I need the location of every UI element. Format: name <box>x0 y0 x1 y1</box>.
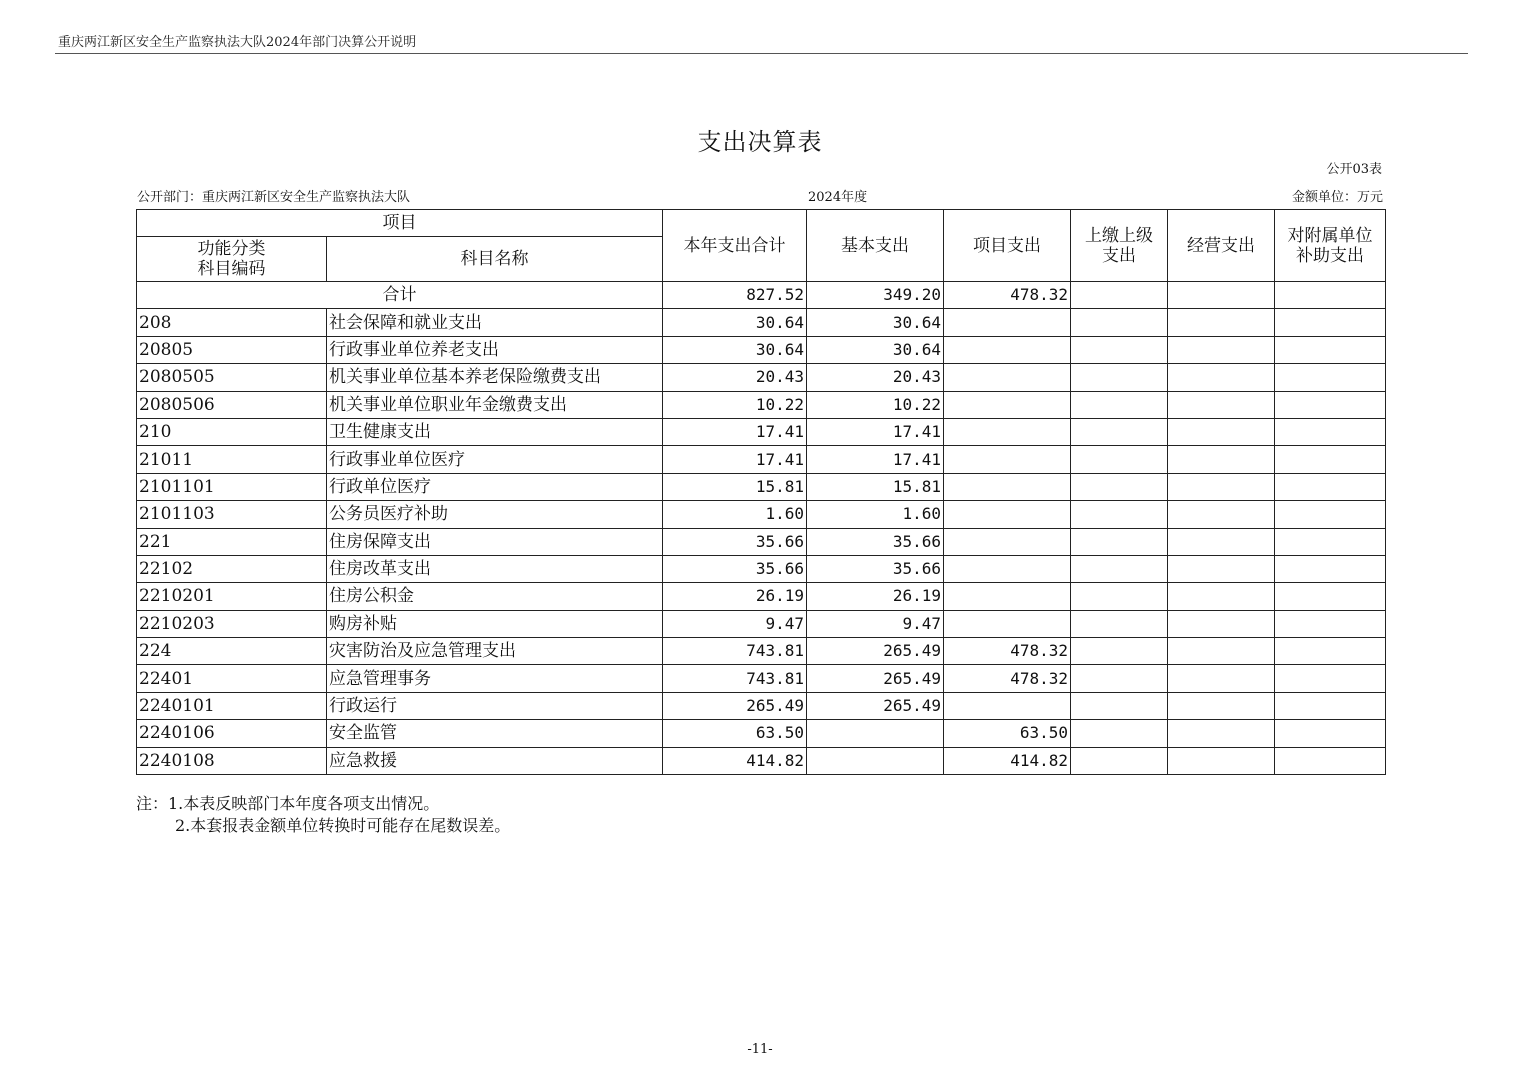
row-upper <box>1071 555 1168 582</box>
row-subsidy <box>1275 692 1386 719</box>
header-code: 功能分类 科目编码 <box>137 237 327 282</box>
row-basic: 10.22 <box>807 391 944 418</box>
row-code: 20805 <box>137 336 327 363</box>
table-notes <box>136 793 510 837</box>
row-upper <box>1071 446 1168 473</box>
table-row <box>137 665 1386 692</box>
row-name: 安全监管 <box>327 720 663 747</box>
row-total: 1.60 <box>663 501 807 528</box>
row-basic: 26.19 <box>807 583 944 610</box>
header-item: 项目 <box>137 210 663 237</box>
row-subsidy <box>1275 391 1386 418</box>
row-name: 行政事业单位医疗 <box>327 446 663 473</box>
row-subsidy <box>1275 555 1386 582</box>
row-code: 208 <box>137 309 327 336</box>
row-upper <box>1071 610 1168 637</box>
row-basic <box>807 747 944 774</box>
row-name: 行政运行 <box>327 692 663 719</box>
row-total: 20.43 <box>663 364 807 391</box>
row-name: 行政单位医疗 <box>327 473 663 500</box>
row-business <box>1168 638 1275 665</box>
row-total: 15.81 <box>663 473 807 500</box>
row-name: 机关事业单位职业年金缴费支出 <box>327 391 663 418</box>
header-project: 项目支出 <box>944 210 1071 282</box>
form-number: 公开03表 <box>1326 162 1382 177</box>
total-subsidy <box>1275 282 1386 309</box>
table-row <box>137 364 1386 391</box>
row-name: 住房公积金 <box>327 583 663 610</box>
row-project <box>944 555 1071 582</box>
row-name: 住房保障支出 <box>327 528 663 555</box>
table-row <box>137 720 1386 747</box>
row-basic: 265.49 <box>807 638 944 665</box>
row-total: 265.49 <box>663 692 807 719</box>
row-subsidy <box>1275 418 1386 445</box>
table-row <box>137 336 1386 363</box>
row-basic: 17.41 <box>807 446 944 473</box>
row-business <box>1168 665 1275 692</box>
row-total: 743.81 <box>663 665 807 692</box>
row-code: 21011 <box>137 446 327 473</box>
row-basic: 9.47 <box>807 610 944 637</box>
row-total: 743.81 <box>663 638 807 665</box>
table-row <box>137 583 1386 610</box>
row-business <box>1168 473 1275 500</box>
page-number: -11- <box>747 1042 773 1057</box>
row-project <box>944 473 1071 500</box>
row-business <box>1168 610 1275 637</box>
row-name: 社会保障和就业支出 <box>327 309 663 336</box>
row-subsidy <box>1275 638 1386 665</box>
table-meta <box>137 186 1383 204</box>
row-business <box>1168 364 1275 391</box>
header-business: 经营支出 <box>1168 210 1275 282</box>
total-upper <box>1071 282 1168 309</box>
row-business <box>1168 747 1275 774</box>
row-code: 2240108 <box>137 747 327 774</box>
row-project <box>944 583 1071 610</box>
row-upper <box>1071 473 1168 500</box>
header-name: 科目名称 <box>327 237 663 282</box>
total-amount: 827.52 <box>663 282 807 309</box>
row-name: 卫生健康支出 <box>327 418 663 445</box>
row-upper <box>1071 747 1168 774</box>
row-code: 2240101 <box>137 692 327 719</box>
note-line-2: 2.本套报表金额单位转换时可能存在尾数误差。 <box>175 816 511 835</box>
header-subsidy: 对附属单位 补助支出 <box>1275 210 1386 282</box>
table-row <box>137 309 1386 336</box>
row-basic: 265.49 <box>807 665 944 692</box>
row-name: 灾害防治及应急管理支出 <box>327 638 663 665</box>
row-code: 2080506 <box>137 391 327 418</box>
note-line-1: 注：1.本表反映部门本年度各项支出情况。 <box>136 794 440 813</box>
row-basic <box>807 720 944 747</box>
row-upper <box>1071 528 1168 555</box>
row-business <box>1168 692 1275 719</box>
table-row <box>137 501 1386 528</box>
row-upper <box>1071 364 1168 391</box>
row-subsidy <box>1275 501 1386 528</box>
total-row <box>137 282 1386 309</box>
row-subsidy <box>1275 583 1386 610</box>
row-name: 购房补贴 <box>327 610 663 637</box>
row-code: 224 <box>137 638 327 665</box>
row-project <box>944 692 1071 719</box>
row-basic: 20.43 <box>807 364 944 391</box>
row-project <box>944 391 1071 418</box>
row-business <box>1168 418 1275 445</box>
page-title: 支出决算表 <box>697 128 823 156</box>
row-total: 30.64 <box>663 309 807 336</box>
row-subsidy <box>1275 747 1386 774</box>
table-row <box>137 555 1386 582</box>
row-business <box>1168 720 1275 747</box>
row-basic: 265.49 <box>807 692 944 719</box>
row-code: 2210201 <box>137 583 327 610</box>
row-name: 机关事业单位基本养老保险缴费支出 <box>327 364 663 391</box>
row-business <box>1168 446 1275 473</box>
header-divider <box>55 53 1468 54</box>
row-subsidy <box>1275 665 1386 692</box>
row-upper <box>1071 336 1168 363</box>
row-basic: 30.64 <box>807 336 944 363</box>
row-basic: 35.66 <box>807 528 944 555</box>
row-project <box>944 336 1071 363</box>
row-project <box>944 418 1071 445</box>
row-name: 应急救援 <box>327 747 663 774</box>
row-total: 10.22 <box>663 391 807 418</box>
row-business <box>1168 391 1275 418</box>
table-row <box>137 446 1386 473</box>
row-code: 2080505 <box>137 364 327 391</box>
row-total: 63.50 <box>663 720 807 747</box>
row-upper <box>1071 501 1168 528</box>
row-code: 210 <box>137 418 327 445</box>
total-business <box>1168 282 1275 309</box>
row-subsidy <box>1275 364 1386 391</box>
row-name: 住房改革支出 <box>327 555 663 582</box>
amount-unit-label: 金额单位：万元 <box>1291 190 1383 205</box>
row-total: 9.47 <box>663 610 807 637</box>
row-basic: 1.60 <box>807 501 944 528</box>
row-project <box>944 610 1071 637</box>
row-subsidy <box>1275 336 1386 363</box>
row-total: 17.41 <box>663 418 807 445</box>
row-subsidy <box>1275 473 1386 500</box>
row-code: 2210203 <box>137 610 327 637</box>
row-project <box>944 501 1071 528</box>
row-code: 2240106 <box>137 720 327 747</box>
row-name: 公务员医疗补助 <box>327 501 663 528</box>
header-basic: 基本支出 <box>807 210 944 282</box>
row-upper <box>1071 583 1168 610</box>
row-project: 414.82 <box>944 747 1071 774</box>
row-project: 478.32 <box>944 665 1071 692</box>
row-project: 478.32 <box>944 638 1071 665</box>
table-row <box>137 692 1386 719</box>
row-name: 行政事业单位养老支出 <box>327 336 663 363</box>
row-basic: 17.41 <box>807 418 944 445</box>
row-project: 63.50 <box>944 720 1071 747</box>
row-total: 414.82 <box>663 747 807 774</box>
row-upper <box>1071 638 1168 665</box>
row-upper <box>1071 391 1168 418</box>
row-project <box>944 446 1071 473</box>
row-upper <box>1071 720 1168 747</box>
table-row <box>137 747 1386 774</box>
page-header: 重庆两江新区安全生产监察执法大队2024年部门决算公开说明 <box>58 35 417 50</box>
row-business <box>1168 501 1275 528</box>
row-upper <box>1071 309 1168 336</box>
table-row <box>137 528 1386 555</box>
row-basic: 35.66 <box>807 555 944 582</box>
table-row <box>137 418 1386 445</box>
row-total: 35.66 <box>663 528 807 555</box>
row-business <box>1168 309 1275 336</box>
row-subsidy <box>1275 528 1386 555</box>
row-basic: 30.64 <box>807 309 944 336</box>
row-upper <box>1071 692 1168 719</box>
expenditure-table <box>136 209 1386 775</box>
row-total: 26.19 <box>663 583 807 610</box>
table-row <box>137 391 1386 418</box>
row-code: 22401 <box>137 665 327 692</box>
row-total: 35.66 <box>663 555 807 582</box>
row-code: 2101101 <box>137 473 327 500</box>
total-basic: 349.20 <box>807 282 944 309</box>
row-subsidy <box>1275 610 1386 637</box>
row-code: 22102 <box>137 555 327 582</box>
row-business <box>1168 555 1275 582</box>
header-total: 本年支出合计 <box>663 210 807 282</box>
row-subsidy <box>1275 309 1386 336</box>
row-total: 30.64 <box>663 336 807 363</box>
row-upper <box>1071 418 1168 445</box>
total-project: 478.32 <box>944 282 1071 309</box>
row-name: 应急管理事务 <box>327 665 663 692</box>
row-code: 2101103 <box>137 501 327 528</box>
row-subsidy <box>1275 720 1386 747</box>
table-row <box>137 638 1386 665</box>
row-project <box>944 528 1071 555</box>
row-total: 17.41 <box>663 446 807 473</box>
table-row <box>137 610 1386 637</box>
fiscal-year-label: 2024年度 <box>808 190 868 205</box>
department-label: 公开部门：重庆两江新区安全生产监察执法大队 <box>137 190 411 205</box>
row-subsidy <box>1275 446 1386 473</box>
header-upper: 上缴上级 支出 <box>1071 210 1168 282</box>
row-business <box>1168 583 1275 610</box>
row-business <box>1168 336 1275 363</box>
row-code: 221 <box>137 528 327 555</box>
row-business <box>1168 528 1275 555</box>
row-project <box>944 364 1071 391</box>
row-basic: 15.81 <box>807 473 944 500</box>
total-label: 合计 <box>137 282 663 309</box>
table-row <box>137 473 1386 500</box>
row-project <box>944 309 1071 336</box>
row-upper <box>1071 665 1168 692</box>
